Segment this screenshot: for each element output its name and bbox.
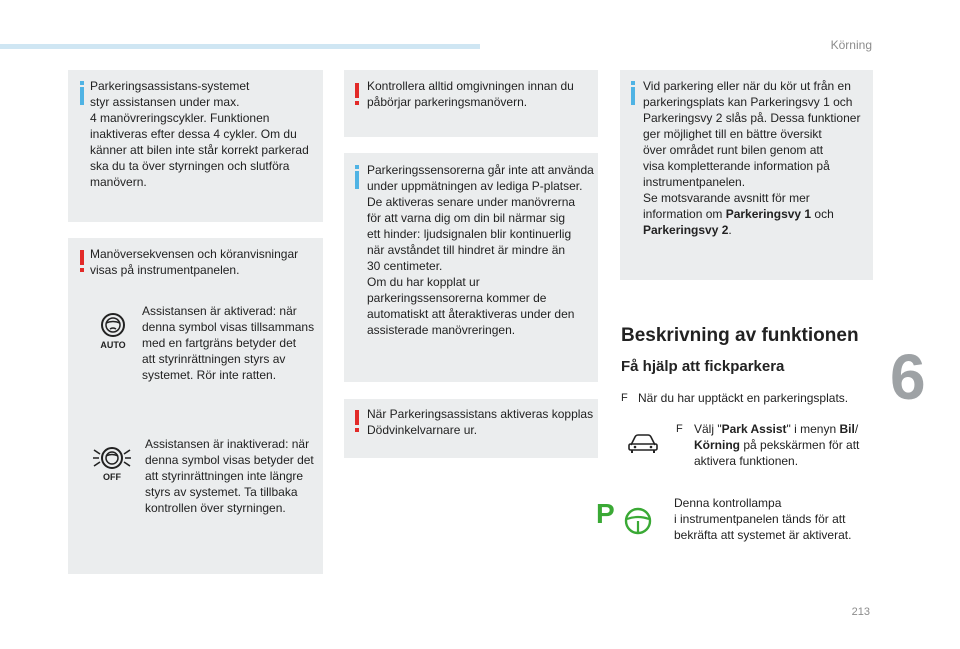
- warning-icon: [355, 410, 359, 425]
- off-description: Assistansen är inaktiverad: när denna symbol visas betyder det att styrinrättningen inte längre styrs av systemet. Ta tillbaka kontrollen över styrningen.: [145, 437, 314, 515]
- steering-wheel-off-icon: [92, 444, 132, 472]
- park-assist-lamp-icon: [596, 500, 660, 538]
- auto-description: Assistansen är aktiverad: när denna symbol visas tillsammans med en fartgräns betyder det att styrinrättningen styrs av systemet. Rör inte ratten.: [142, 304, 315, 382]
- warning-note-blindspot: När Parkeringsassistans aktiveras kopplas Dödvinkelvarnare ur.: [367, 407, 594, 437]
- warning-icon: [80, 250, 84, 265]
- step-find-space: När du har upptäckt en parkeringsplats.: [638, 391, 849, 405]
- subsection-title: Få hjälp att fickparkera: [621, 358, 785, 375]
- steering-wheel-auto-icon: [98, 312, 128, 338]
- warning-box-sequence: [68, 238, 323, 574]
- info-note-sensors: Parkeringssensorerna går inte att använda under uppmätningen av lediga P-platser. De aktiveras senare under manövrerna för att varna dig om din bil närmar sig ett hinder: ljudsignalen blir kontinuerlig när avståndet till hindret är mindre än 30 centimeter. Om du har kopplat ur parkeringssensorerna kommer de automatiskt att återaktiveras under den assisterade manövreringen.: [367, 163, 594, 337]
- info-note-cycles: Parkeringsassistans-systemet styr assistansen under max. 4 manövreringscykler. Funktionen inaktiveras efter dessa 4 cykler. Om du känner att bilen inte står korrekt parkerad ska du ta över styrningen och slutföra manövern.: [90, 79, 309, 189]
- info-icon: [631, 87, 635, 105]
- off-icon-label: OFF: [103, 472, 121, 482]
- chapter-number: 6: [890, 341, 926, 413]
- info-icon: [355, 171, 359, 189]
- lamp-description: Denna kontrollampa i instrumentpanelen tänds för att bekräfta att systemet är aktiverat.: [674, 496, 852, 542]
- chapter-title: Körning: [830, 38, 872, 52]
- lamp-letter: P: [596, 498, 615, 529]
- header-accent-bar: [0, 44, 480, 49]
- car-icon: [627, 432, 659, 454]
- step-bullet: F: [676, 423, 683, 435]
- section-title: Beskrivning av funktionen: [621, 325, 859, 346]
- step-select-park-assist: Välj "Park Assist" i menyn Bil/ Körning på pekskärmen för att aktivera funktionen.: [694, 422, 860, 468]
- info-note-parking-view: Vid parkering eller när du kör ut från en parkeringsplats kan Parkeringsvy 1 och Parkeringsvy 2 slås på. Dessa funktioner ger möjlighet till en bättre översikt över området runt bilen genom att visa kompletterande information på instrumentpanelen. Se motsvarande avsnitt för mer information om Parkeringsvy 1 och Parkeringsvy 2.: [643, 79, 861, 237]
- auto-icon-label: AUTO: [100, 340, 126, 350]
- step-bullet: F: [621, 392, 628, 404]
- warning-icon: [355, 83, 359, 98]
- warning-note-surroundings: Kontrollera alltid omgivningen innan du påbörjar parkeringsmanövern.: [367, 79, 574, 109]
- warning-note-sequence: Manöversekvensen och köranvisningar visas på instrumentpanelen.: [90, 247, 299, 277]
- page-number: 213: [851, 606, 870, 618]
- info-icon: [80, 87, 84, 105]
